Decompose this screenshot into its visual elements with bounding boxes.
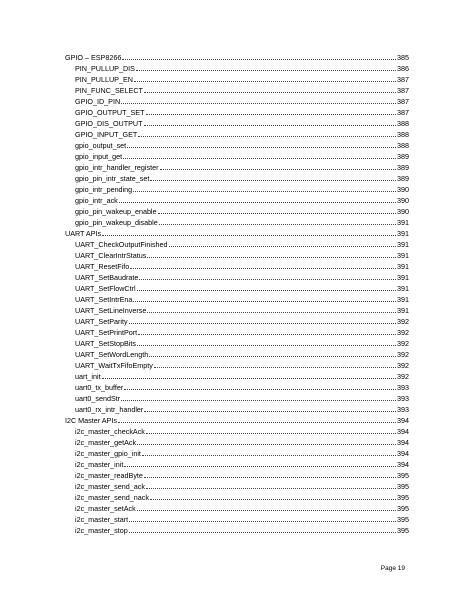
toc-entry-page: 388 [397,130,409,139]
table-of-contents [65,52,409,536]
toc-entry-label: UART_SetBaudrate [75,273,139,282]
dot-leader [158,213,396,214]
dot-leader [137,290,396,291]
toc-entry[interactable] [65,316,409,327]
toc-entry[interactable] [65,173,409,184]
dot-leader [154,367,396,368]
toc-entry-page: 389 [397,163,409,172]
toc-entry-label: GPIO_ID_PIN [75,97,121,106]
toc-entry-page: 392 [397,361,409,370]
toc-entry[interactable] [65,349,409,360]
dot-leader [136,70,396,71]
dot-leader [160,169,396,170]
toc-entry-label: UART_ResetFifo [75,262,130,271]
toc-entry-label: PIN_PULLUP_EN [75,75,133,84]
toc-entry-label: i2c_master_send_nack [75,493,149,502]
toc-entry[interactable] [65,217,409,228]
toc-entry[interactable] [65,437,409,448]
toc-entry-page: 394 [397,449,409,458]
toc-entry-label: i2c_master_init [75,460,124,469]
toc-entry-page: 386 [397,64,409,73]
toc-entry-label: gpio_pin_intr_state_set [75,174,150,183]
toc-entry-label: i2c_master_getAck [75,438,137,447]
toc-entry-label: UART_WaitTxFifoEmpty [75,361,153,370]
toc-entry[interactable] [65,74,409,85]
toc-entry-page: 390 [397,185,409,194]
dot-leader [150,180,396,181]
toc-entry-label: UART_SetPrintPort [75,328,138,337]
toc-entry-page: 389 [397,152,409,161]
toc-entry-label: gpio_pin_wakeup_enable [75,207,157,216]
toc-entry-label: i2c_master_send_ack [75,482,145,491]
toc-entry-label: i2c_master_checkAck [75,427,145,436]
toc-section-entry[interactable] [65,415,409,426]
toc-entry[interactable] [65,140,409,151]
toc-entry[interactable] [65,371,409,382]
toc-entry[interactable] [65,305,409,316]
dot-leader [146,488,396,489]
toc-entry[interactable] [65,118,409,129]
toc-entry-label: UART_CheckOutputFinished [75,240,168,249]
toc-entry-label: i2c_master_stop [75,526,128,535]
dot-leader [142,455,396,456]
toc-entry-label: GPIO – ESP8266 [65,53,122,62]
toc-entry-page: 391 [397,229,409,238]
toc-entry-label: PIN_PULLUP_DIS [75,64,135,73]
toc-entry-label: uart0_tx_buffer [75,383,124,392]
dot-leader [137,345,396,346]
toc-entry[interactable] [65,492,409,503]
toc-entry[interactable] [65,481,409,492]
toc-entry-label: gpio_pin_wakeup_disable [75,218,158,227]
dot-leader [138,334,396,335]
toc-entry-page: 394 [397,427,409,436]
toc-entry-label: GPIO_DIS_OUTPUT [75,119,143,128]
dot-leader [129,323,396,324]
toc-entry-page: 391 [397,240,409,249]
dot-leader [144,125,397,126]
toc-entry-page: 395 [397,482,409,491]
toc-entry-page: 387 [397,97,409,106]
toc-entry-label: uart0_sendStr [75,394,121,403]
dot-leader [137,510,396,511]
toc-entry-page: 392 [397,372,409,381]
toc-entry[interactable] [65,107,409,118]
toc-entry-page: 392 [397,328,409,337]
toc-section-entry[interactable] [65,52,409,63]
toc-entry[interactable] [65,448,409,459]
toc-entry[interactable] [65,404,409,415]
dot-leader [146,433,396,434]
toc-entry-label: i2c_master_gpio_init [75,449,141,458]
toc-entry-label: gpio_intr_handler_register [75,163,159,172]
toc-entry[interactable] [65,162,409,173]
dot-leader [139,279,396,280]
toc-entry-label: UART_SetLineInverse [75,306,147,315]
toc-entry-label: GPIO_INPUT_GET [75,130,138,139]
toc-entry[interactable] [65,503,409,514]
toc-entry-label: gpio_intr_ack [75,196,118,205]
toc-entry-label: UART APIs [65,229,102,238]
toc-entry[interactable] [65,151,409,162]
dot-leader [144,477,396,478]
toc-entry-page: 391 [397,262,409,271]
dot-leader [124,389,396,390]
dot-leader [137,444,396,445]
toc-entry-page: 394 [397,460,409,469]
toc-entry-label: UART_ClearIntrStatus [75,251,147,260]
dot-leader [150,499,396,500]
dot-leader [147,312,396,313]
toc-entry[interactable] [65,382,409,393]
toc-entry-page: 394 [397,438,409,447]
toc-entry[interactable] [65,184,409,195]
toc-entry-label: UART_SetFlowCtrl [75,284,136,293]
toc-entry[interactable] [65,525,409,536]
dot-leader [124,466,396,467]
toc-entry[interactable] [65,63,409,74]
toc-entry[interactable] [65,393,409,404]
toc-entry[interactable] [65,327,409,338]
dot-leader [144,92,396,93]
toc-entry-page: 391 [397,306,409,315]
toc-entry-page: 387 [397,108,409,117]
toc-entry-page: 390 [397,196,409,205]
toc-entry-label: GPIO_OUTPUT_SET [75,108,145,117]
toc-entry-page: 394 [397,416,409,425]
toc-entry-page: 391 [397,284,409,293]
toc-entry[interactable] [65,129,409,140]
toc-entry-page: 395 [397,493,409,502]
toc-entry[interactable] [65,261,409,272]
toc-entry-page: 395 [397,471,409,480]
toc-entry-label: UART_SetWordLength [75,350,149,359]
toc-entry-page: 395 [397,526,409,535]
dot-leader [144,411,396,412]
toc-entry-label: PIN_FUNC_SELECT [75,86,143,95]
dot-leader [169,246,396,247]
dot-leader [147,257,396,258]
toc-entry-label: gpio_intr_pending [75,185,133,194]
dot-leader [118,422,396,423]
toc-entry-page: 391 [397,251,409,260]
dot-leader [134,81,396,82]
toc-entry[interactable] [65,239,409,250]
toc-entry-label: UART_SetIntrEna [75,295,133,304]
toc-section-entry[interactable] [65,228,409,239]
toc-entry-page: 391 [397,295,409,304]
toc-entry-page: 393 [397,383,409,392]
toc-entry-label: gpio_output_set [75,141,127,150]
toc-entry-page: 385 [397,53,409,62]
toc-entry-page: 388 [397,119,409,128]
dot-leader [121,400,396,401]
toc-entry-label: gpio_input_get [75,152,123,161]
toc-entry[interactable] [65,294,409,305]
toc-entry-label: UART_SetStopBits [75,339,136,348]
toc-entry-page: 393 [397,405,409,414]
toc-entry[interactable] [65,96,409,107]
dot-leader [122,59,396,60]
toc-entry[interactable] [65,283,409,294]
toc-entry[interactable] [65,272,409,283]
dot-leader [130,268,396,269]
dot-leader [123,158,396,159]
toc-entry-label: uart_init [75,372,101,381]
toc-entry-page: 395 [397,515,409,524]
toc-entry[interactable] [65,250,409,261]
dot-leader [119,202,396,203]
toc-entry-label: uart0_rx_intr_handler [75,405,144,414]
toc-entry[interactable] [65,459,409,470]
toc-entry-page: 387 [397,86,409,95]
dot-leader [149,356,396,357]
toc-entry-label: UART_SetParity [75,317,128,326]
toc-entry-page: 392 [397,339,409,348]
toc-entry-page: 389 [397,174,409,183]
dot-leader [102,378,396,379]
toc-entry-page: 395 [397,504,409,513]
page-number: Page 19 [380,565,405,572]
toc-entry[interactable] [65,426,409,437]
toc-entry-page: 392 [397,317,409,326]
toc-entry-label: I2C Master APIs [65,416,117,425]
toc-entry[interactable] [65,514,409,525]
toc-entry-page: 391 [397,273,409,282]
toc-entry-page: 388 [397,141,409,150]
toc-entry-page: 393 [397,394,409,403]
dot-leader [127,147,396,148]
dot-leader [146,114,397,115]
toc-entry-page: 392 [397,350,409,359]
dot-leader [129,532,396,533]
dot-leader [102,235,396,236]
toc-entry-page: 387 [397,75,409,84]
toc-entry[interactable] [65,195,409,206]
toc-entry-label: i2c_master_setAck [75,504,136,513]
dot-leader [138,136,396,137]
toc-entry[interactable] [65,470,409,481]
dot-leader [121,103,396,104]
dot-leader [133,301,396,302]
toc-entry-label: i2c_master_readByte [75,471,143,480]
toc-entry-label: i2c_master_start [75,515,129,524]
toc-entry-page: 390 [397,207,409,216]
dot-leader [159,224,396,225]
toc-entry[interactable] [65,206,409,217]
toc-entry[interactable] [65,85,409,96]
toc-entry-page: 391 [397,218,409,227]
toc-entry[interactable] [65,338,409,349]
dot-leader [129,521,396,522]
toc-entry[interactable] [65,360,409,371]
dot-leader [133,191,396,192]
